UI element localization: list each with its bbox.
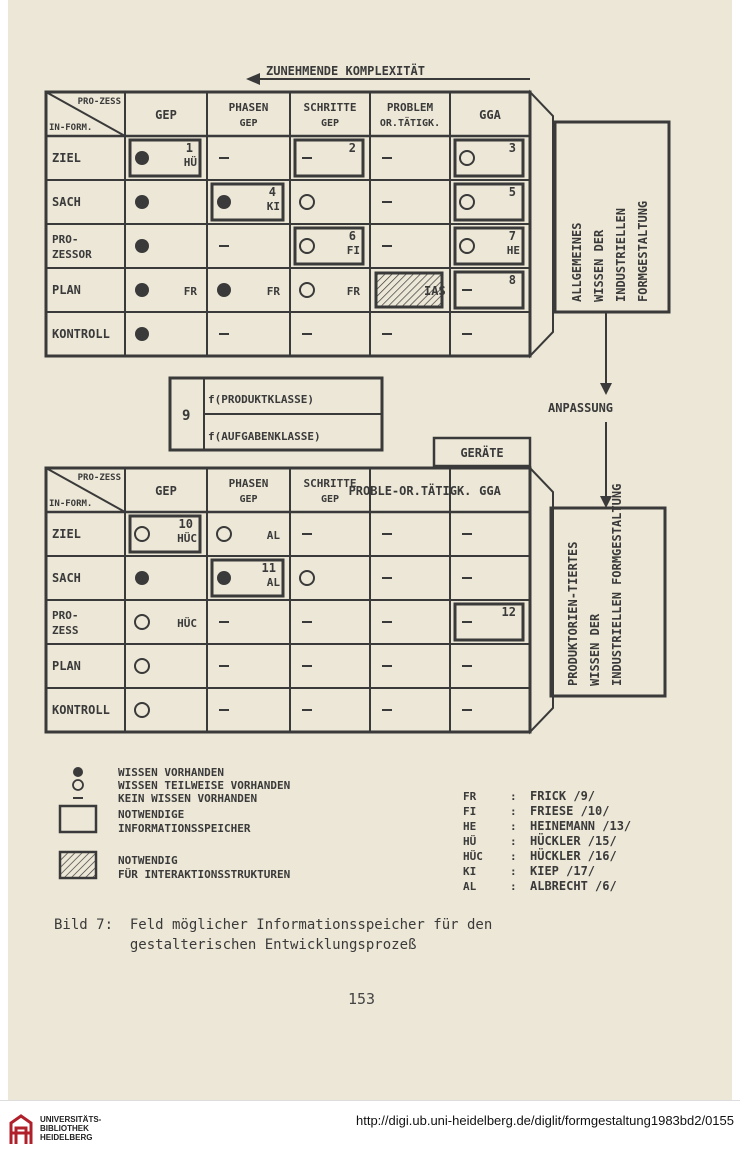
table-1-knowledge-present-dot: [135, 283, 149, 297]
logo-line-1: UNIVERSITÄTS-: [40, 1115, 102, 1124]
adaptation-label: ANPASSUNG: [548, 401, 614, 415]
complexity-arrow-head: [246, 73, 260, 85]
page-number: 153: [348, 990, 376, 1008]
table-1-knowledge-present-dot: [135, 239, 149, 253]
table-2-column-header: GEP: [239, 494, 258, 505]
table-1-knowledge-partial-circle: [460, 239, 474, 253]
table-2-side-box-text: WISSEN DER: [588, 613, 602, 686]
library-footer: [0, 1100, 740, 1159]
table-2-row-label: PRO-: [52, 609, 79, 622]
table-1-cell-number: 3: [508, 141, 516, 155]
legend-knowledge-present-icon: [73, 767, 83, 777]
table-1-knowledge-present-dot: [135, 327, 149, 341]
abbreviation-colon: :: [510, 805, 517, 818]
table-1-knowledge-partial-circle: [300, 239, 314, 253]
abbreviation-colon: :: [510, 820, 517, 833]
legend-storage-box-icon: [60, 806, 96, 832]
table-1-knowledge-partial-circle: [460, 151, 474, 165]
table-1-cell-number: 6: [348, 229, 356, 243]
table-2-column-header: SCHRITTE: [303, 477, 357, 490]
abbreviation-key: KI: [463, 865, 477, 878]
table-1-cell-number: 2: [348, 141, 356, 155]
table-2-cell-number: 12: [501, 605, 516, 619]
table-2-knowledge-present-dot: [217, 571, 231, 585]
abbreviation-colon: :: [510, 850, 517, 863]
abbreviation-colon: :: [510, 835, 517, 848]
abbreviation-key: HE: [463, 820, 477, 833]
table-1-row-label: ZIEL: [52, 151, 81, 165]
abbreviation-colon: :: [510, 880, 517, 893]
table-1-row-label: SACH: [52, 195, 81, 209]
table-1-cell-number: 5: [508, 185, 516, 199]
abbreviation-name: HÜCKLER /15/: [530, 834, 617, 848]
abbreviation-colon: :: [510, 865, 517, 878]
table-1-column-header: GGA: [479, 108, 501, 122]
table-2-cell-abbreviation: AL: [266, 529, 280, 542]
table-1-column-header: PROBLEM: [386, 101, 434, 114]
table-2-corner-information-label: IN-FORM.: [49, 499, 93, 509]
source-url-link[interactable]: http://digi.ub.uni-heidelberg.de/diglit/formgestaltung1983bd2/0155: [356, 1113, 734, 1128]
table-2-cell-abbreviation: HÜC: [177, 617, 197, 630]
logo-line-3: HEIDELBERG: [40, 1133, 93, 1142]
table-2-column-header: PROBLE-OR.TÄTIGK.: [348, 484, 472, 498]
table-1-knowledge-present-dot: [135, 195, 149, 209]
university-library-logo-icon[interactable]: [8, 1113, 34, 1147]
table-1-cell-abbreviation: HÜ: [183, 156, 197, 169]
table-2-side-box-text: PRODUKTORIEN-TIERTES: [566, 541, 580, 686]
table-1-knowledge-present-dot: [217, 283, 231, 297]
table-1-cell-abbreviation: FR: [346, 285, 360, 298]
table-2-row-label: PLAN: [52, 659, 81, 673]
table-1-row-label: PRO-: [52, 233, 79, 246]
table-1-cell-abbreviation: IAS: [424, 284, 446, 298]
table-2-cell-abbreviation: AL: [266, 576, 280, 589]
table-2-cell-number: 11: [261, 561, 276, 575]
table-1-side-box-text: ALLGEMEINES: [570, 222, 584, 302]
abbreviation-key: AL: [463, 880, 477, 893]
caption-line-1: Bild 7: Feld möglicher Informationsspeicher für den: [54, 917, 493, 933]
abbreviation-name: ALBRECHT /6/: [530, 879, 617, 893]
table-1-knowledge-present-dot: [135, 151, 149, 165]
abbreviation-name: FRICK /9/: [530, 789, 596, 803]
abbreviation-key: HÜC: [463, 850, 483, 863]
legend-text: NOTWENDIG: [118, 854, 178, 867]
table-1-cell-abbreviation: FR: [266, 285, 280, 298]
table-2-column-header: GEP: [320, 494, 340, 505]
legend-text: WISSEN VORHANDEN: [118, 766, 224, 779]
table-1-cell-abbreviation: FR: [183, 285, 197, 298]
legend-text: KEIN WISSEN VORHANDEN: [118, 792, 258, 805]
abbreviation-name: HEINEMANN /13/: [530, 819, 632, 833]
information-storage-diagram: [8, 0, 732, 900]
table-1-column-header: SCHRITTE: [303, 101, 357, 114]
table-1-knowledge-present-dot: [217, 195, 231, 209]
table-1-column-header: GEP: [155, 108, 177, 122]
table-1-row-label: ZESSOR: [52, 248, 92, 261]
table-1-cell-abbreviation: HE: [506, 244, 520, 257]
abbreviation-key: FR: [463, 790, 477, 803]
table-2-corner-process-label: PRO-ZESS: [77, 473, 121, 483]
table-2-column-header: GEP: [155, 484, 177, 498]
table-1-knowledge-partial-circle: [300, 195, 314, 209]
legend-text: FÜR INTERAKTIONSSTRUKTUREN: [118, 868, 291, 881]
abbreviation-key: FI: [463, 805, 477, 818]
table-1-cell-number: 4: [268, 185, 276, 199]
table-2-cell-abbreviation: HÜC: [177, 532, 197, 545]
adaptation-arrow-head: [600, 383, 612, 395]
table-1-cell-abbreviation: FI: [346, 244, 360, 257]
document-page: [8, 0, 732, 1100]
table-2-column-header: GGA: [479, 484, 501, 498]
table-2-knowledge-partial-circle: [135, 527, 149, 541]
table-2-knowledge-partial-circle: [300, 571, 314, 585]
table-1-column-header: PHASEN: [228, 101, 269, 114]
table-1-knowledge-partial-circle: [460, 195, 474, 209]
table-2-row-label: ZESS: [52, 624, 79, 637]
legend-text: NOTWENDIGE: [118, 808, 185, 821]
table-2-side-box-text: INDUSTRIELLEN FORMGESTALTUNG: [610, 483, 624, 686]
table-1-cell-abbreviation: KI: [266, 200, 280, 213]
table-1-corner-process-label: PRO-ZESS: [77, 97, 121, 107]
table-1-cell-number: 1: [185, 141, 193, 155]
middle-box-formula-2: f(AUFGABENKLASSE): [208, 430, 321, 443]
table-1-perspective-wedge: [530, 92, 553, 356]
table-2-knowledge-partial-circle: [135, 703, 149, 717]
logo-line-2: BIBLIOTHEK: [40, 1124, 89, 1133]
table-1-side-box-text: INDUSTRIELLEN: [614, 208, 628, 302]
middle-box-formula-1: f(PRODUKTKLASSE): [208, 393, 314, 406]
table-2-knowledge-present-dot: [135, 571, 149, 585]
legend-text: INFORMATIONSSPEICHER: [118, 822, 251, 835]
table-2-knowledge-partial-circle: [135, 615, 149, 629]
legend-knowledge-partial-icon: [73, 780, 83, 790]
abbreviation-name: HÜCKLER /16/: [530, 849, 617, 863]
table-1-row-label: PLAN: [52, 283, 81, 297]
table-1-row-label: KONTROLL: [52, 327, 110, 341]
table-1-corner-information-label: IN-FORM.: [49, 123, 93, 133]
caption-line-2: gestalterischen Entwicklungsprozeß: [54, 937, 417, 953]
table-2-knowledge-partial-circle: [217, 527, 231, 541]
table-1-cell-number: 8: [508, 273, 516, 287]
abbreviation-name: KIEP /17/: [530, 864, 596, 878]
abbreviation-name: FRIESE /10/: [530, 804, 610, 818]
table-1-knowledge-partial-circle: [300, 283, 314, 297]
table-2-cell-number: 10: [178, 517, 193, 531]
middle-box-number: 9: [182, 408, 191, 424]
legend-text: WISSEN TEILWEISE VORHANDEN: [118, 779, 291, 792]
table-2-knowledge-partial-circle: [135, 659, 149, 673]
table-1-cell-number: 7: [508, 229, 516, 243]
legend-hatched-box-icon: [60, 852, 96, 878]
table-1-side-box-text: FORMGESTALTUNG: [636, 200, 650, 302]
table-1-column-header: GEP: [239, 118, 258, 129]
abbreviation-colon: :: [510, 790, 517, 803]
figure-caption: [54, 915, 492, 955]
table-1-column-header: GEP: [320, 118, 340, 129]
devices-label: GERÄTE: [460, 446, 504, 460]
complexity-arrow-label: ZUNEHMENDE KOMPLEXITÄT: [266, 64, 425, 78]
table-2-row-label: ZIEL: [52, 527, 81, 541]
library-logo-text: [40, 1115, 101, 1142]
table-1-side-box-text: WISSEN DER: [592, 229, 606, 302]
table-2-row-label: KONTROLL: [52, 703, 110, 717]
table-1-column-header: OR.TÄTIGK.: [379, 118, 441, 129]
table-2-column-header: PHASEN: [228, 477, 269, 490]
abbreviation-key: HÜ: [463, 835, 477, 848]
table-2-row-label: SACH: [52, 571, 81, 585]
